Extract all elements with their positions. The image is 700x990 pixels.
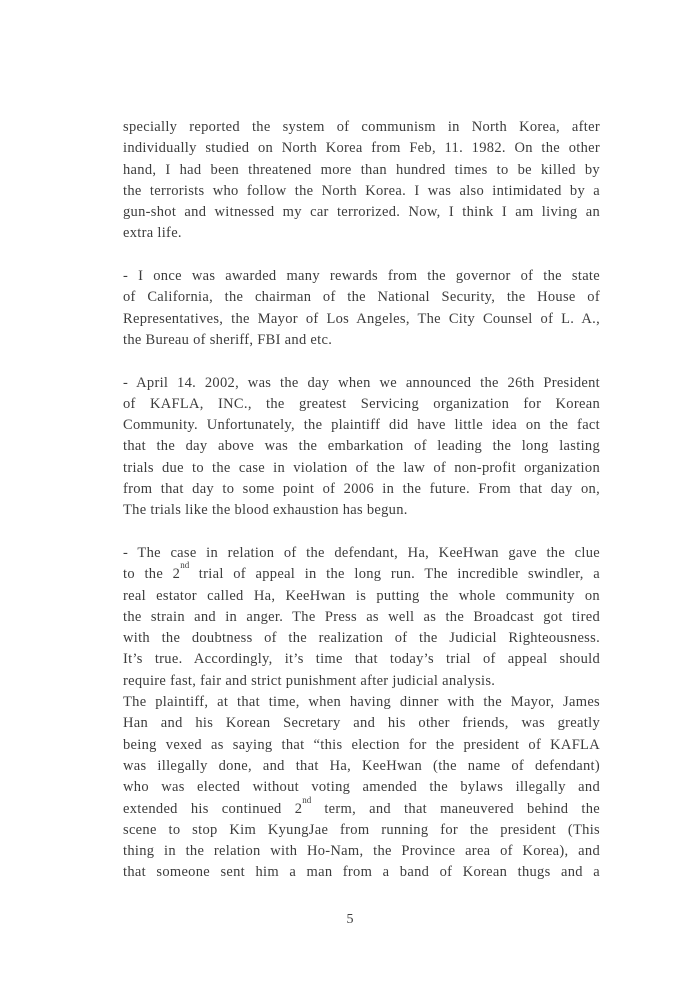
text-line: - I once was awarded many rewards from the governor of the state: [123, 268, 600, 285]
text-line: gun-shot and witnessed my car terrorized. Now, I think I am living an: [123, 204, 600, 221]
text-line: It’s true. Accordingly, it’s time that today’s trial of appeal should: [123, 651, 600, 668]
text-line: the Bureau of sheriff, FBI and etc.: [123, 331, 333, 348]
text-line: from that day to some point of 2006 in the future. From that day on,: [123, 481, 600, 498]
text-line: real estator called Ha, KeeHwan is putting the whole community on: [123, 587, 600, 604]
text-line: hand, I had been threatened more than hundred times to be killed by: [123, 161, 600, 178]
page-number: 5: [346, 912, 354, 927]
text-line: - April 14. 2002, was the day when we announced the 26th President: [123, 374, 600, 391]
text-line: scene to stop Kim KyungJae from running for the president (This: [123, 821, 600, 838]
text-line: who was elected without voting amended the bylaws illegally and: [123, 779, 600, 796]
text-line: Community. Unfortunately, the plaintiff did have little idea on the fact: [123, 417, 600, 434]
text-line: Representatives, the Mayor of Los Angeles, The City Counsel of L. A.,: [123, 310, 600, 327]
text-line: require fast, fair and strict punishment after judicial analysis.: [123, 672, 496, 689]
text-line: that someone sent him a man from a band of Korean thugs and a: [123, 864, 600, 881]
paragraph: [123, 543, 600, 884]
text-line: thing in the relation with Ho-Nam, the Province area of Korea), and: [123, 843, 600, 860]
paragraph: [123, 117, 600, 245]
text-line: extended his continued 2nd term, and that maneuvered behind the: [123, 794, 600, 817]
document-body: [123, 117, 600, 884]
text-line: specially reported the system of communism in North Korea, after: [123, 119, 600, 135]
text-line: trials due to the case in violation of the law of non-profit organization: [123, 459, 600, 476]
text-line: to the 2nd trial of appeal in the long run. The incredible swindler, a: [123, 560, 600, 583]
paragraph: [123, 266, 600, 351]
text-line: that the day above was the embarkation of leading the long lasting: [123, 438, 600, 455]
text-line: The trials like the blood exhaustion has begun.: [123, 502, 408, 519]
text-line: the strain and in anger. The Press as well as the Broadcast got tired: [123, 608, 600, 625]
text-line: - The case in relation of the defendant, Ha, KeeHwan gave the clue: [123, 544, 600, 561]
text-line: of KAFLA, INC., the greatest Servicing organization for Korean: [123, 395, 600, 412]
text-line: of California, the chairman of the National Security, the House of: [123, 289, 600, 306]
text-line: The plaintiff, at that time, when having dinner with the Mayor, James: [123, 694, 600, 711]
text-line: with the doubtness of the realization of the Judicial Righteousness.: [123, 630, 600, 647]
text-line: the terrorists who follow the North Korea. I was also intimidated by a: [123, 182, 600, 199]
text-line: extra life.: [123, 225, 182, 242]
text-line: Han and his Korean Secretary and his other friends, was greatly: [123, 715, 600, 732]
text-line: being vexed as saying that “this election for the president of KAFLA: [123, 736, 600, 753]
text-line: was illegally done, and that Ha, KeeHwan (the name of defendant): [123, 757, 600, 774]
text-line: individually studied on North Korea from Feb, 11. 1982. On the other: [123, 140, 600, 157]
paragraph: [123, 373, 600, 522]
